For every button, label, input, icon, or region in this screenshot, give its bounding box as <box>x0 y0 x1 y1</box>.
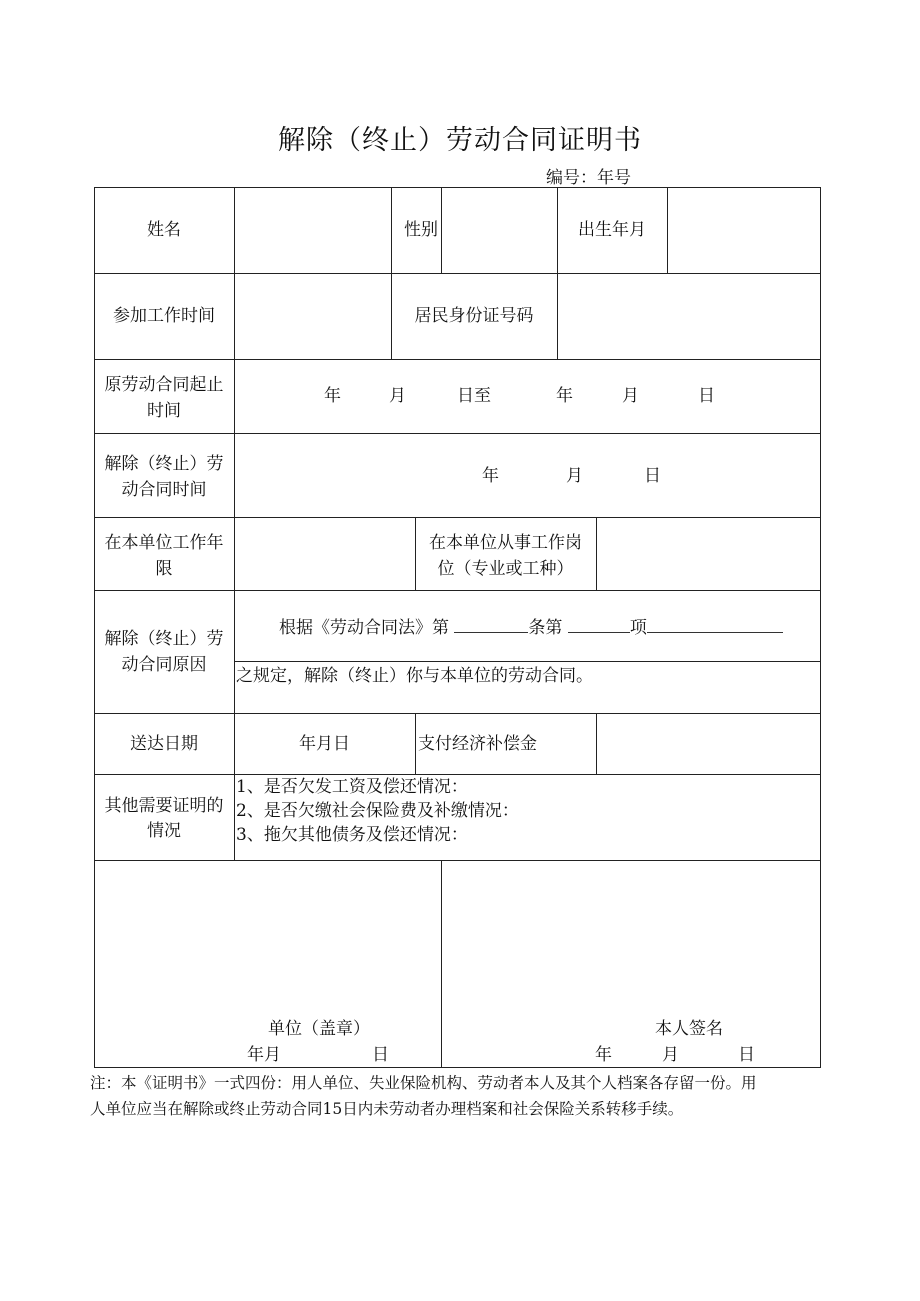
employee-date-month: 月 <box>662 1045 679 1065</box>
table-line <box>391 187 392 359</box>
document-number: 编号：年号 <box>546 168 631 188</box>
employee-signature-label: 本人签名 <box>655 1019 723 1039</box>
other-item-3: 3、拖欠其他债务及偿还情况： <box>236 825 468 845</box>
table-line <box>94 187 821 188</box>
article-blank <box>454 618 528 633</box>
trailing-blank <box>647 618 783 633</box>
contract-start-day: 日至 <box>457 386 491 406</box>
employee-date-day: 日 <box>738 1045 755 1065</box>
table-line <box>415 713 416 774</box>
termination-reason-label: 解除（终止）劳 <box>104 629 224 649</box>
table-line <box>234 187 235 860</box>
table-line <box>94 1067 821 1068</box>
delivery-date-value: 年月日 <box>299 734 350 754</box>
other-item-2: 2、是否欠缴社会保险费及补缴情况： <box>236 801 519 821</box>
reason-clause <box>279 615 783 641</box>
table-line <box>667 187 668 273</box>
table-line <box>94 713 821 714</box>
employee-date-year: 年 <box>595 1045 612 1065</box>
contract-end-year: 年 <box>556 386 573 406</box>
position-label: 在本单位从事工作岗 <box>429 533 582 553</box>
contract-start-month: 月 <box>389 386 406 406</box>
table-line <box>94 359 821 360</box>
name-label: 姓名 <box>147 220 181 240</box>
table-line <box>820 187 821 1067</box>
termination-time-label: 动合同时间 <box>121 480 207 500</box>
table-line <box>557 187 558 359</box>
table-line <box>94 433 821 434</box>
contract-end-day: 日 <box>698 386 715 406</box>
reason-prefix: 根据《劳动合同法》第 <box>279 618 449 638</box>
other-matters-label: 情况 <box>147 821 181 841</box>
years-of-service-label: 限 <box>155 559 173 579</box>
table-line <box>94 517 821 518</box>
table-line <box>234 661 821 662</box>
termination-year: 年 <box>482 466 499 486</box>
table-line <box>441 860 442 1067</box>
reason-clause-continued: 之规定，解除（终止）你与本单位的劳动合同。 <box>236 666 593 686</box>
reason-item: 项 <box>629 618 647 638</box>
table-line <box>441 187 442 273</box>
unit-seal-label: 单位（盖章） <box>268 1019 370 1039</box>
termination-reason-label: 动合同原因 <box>121 655 207 675</box>
other-item-1: 1、是否欠发工资及偿还情况： <box>236 777 468 797</box>
contract-end-month: 月 <box>622 386 639 406</box>
delivery-date-label: 送达日期 <box>130 734 198 754</box>
contract-period-label: 时间 <box>147 401 181 421</box>
table-line <box>94 590 821 591</box>
table-line <box>94 273 821 274</box>
footnote-line: 人单位应当在解除或终止劳动合同15日内未劳动者办理档案和社会保险关系转移手续。 <box>90 1100 684 1118</box>
unit-date-day: 日 <box>372 1045 389 1065</box>
reason-article: 条第 <box>528 618 563 638</box>
birth-date-label: 出生年月 <box>578 220 646 240</box>
contract-period-label: 原劳动合同起止 <box>104 375 224 395</box>
item-blank <box>568 618 630 633</box>
contract-start-year: 年 <box>324 386 341 406</box>
termination-month: 月 <box>566 466 583 486</box>
gender-label: 性别 <box>404 220 438 240</box>
years-of-service-label: 在本单位工作年 <box>104 533 224 553</box>
footnote-line: 注：本《证明书》一式四份：用人单位、失业保险机构、劳动者本人及其个人档案各存留一份。用 <box>90 1074 757 1092</box>
position-label: 位（专业或工种） <box>437 559 574 579</box>
footnote <box>90 1070 825 1122</box>
unit-date-year-month: 年月 <box>247 1045 281 1065</box>
termination-time-label: 解除（终止）劳 <box>104 454 224 474</box>
table-line <box>596 713 597 774</box>
start-work-label: 参加工作时间 <box>113 306 215 326</box>
termination-day: 日 <box>644 466 661 486</box>
compensation-label: 支付经济补偿金 <box>418 734 537 754</box>
table-line <box>596 517 597 590</box>
id-number-label: 居民身份证号码 <box>414 306 534 326</box>
other-matters-label: 其他需要证明的 <box>104 796 224 816</box>
table-line <box>94 860 821 861</box>
page-title: 解除（终止）劳动合同证明书 <box>278 125 642 156</box>
